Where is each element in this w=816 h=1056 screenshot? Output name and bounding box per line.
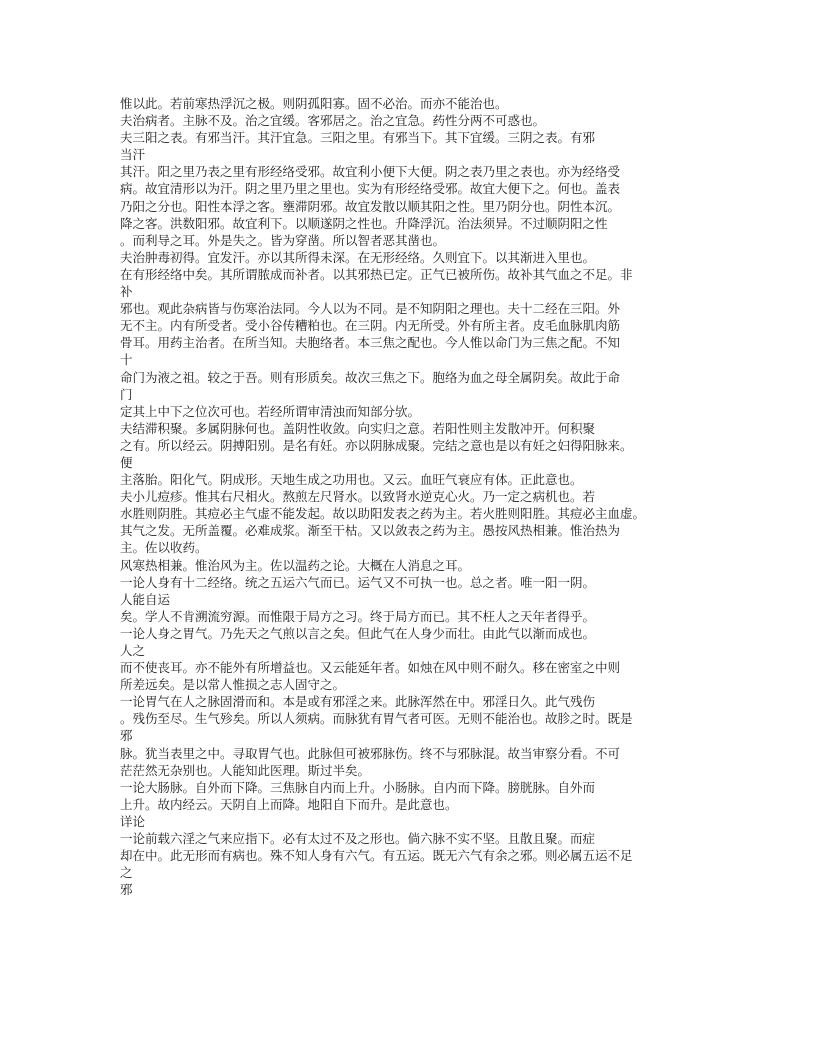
- text-line: 定其上中下之位次可也。若经所谓审清浊而知部分欤。: [120, 403, 421, 419]
- text-line: 门: [120, 386, 133, 402]
- text-line: 详论: [120, 813, 146, 829]
- text-line: 其气之发。无所盖覆。必难成浆。渐至干枯。又以敛表之药为主。愚按风热相兼。惟治热为: [120, 523, 621, 539]
- text-line: 当汗: [120, 147, 146, 163]
- text-line: 补: [120, 284, 133, 300]
- text-line: 所差远矣。是以常人惟损之志人固守之。: [120, 677, 346, 693]
- text-line: 病。故宜清形以为汗。阴之里乃里之里也。实为有形经络受邪。故宜大便下之。何也。盖表: [120, 181, 621, 197]
- text-line: 而不使丧耳。亦不能外有所增益也。又云能延年者。如烛在风中则不耐久。移在密室之中则: [120, 660, 621, 676]
- text-line: 一论大肠脉。自外而下降。三焦脉自内而上升。小肠脉。自内而下降。膀胱脉。自外而: [120, 779, 596, 795]
- document-body: [120, 95, 700, 898]
- text-line: 乃阳之分也。阳性本浮之客。壅滞阴邪。故宜发散以顺其阳之性。里乃阴分也。阴性本沉。: [120, 198, 621, 214]
- text-line: 脉。犹当表里之中。寻取胃气也。此脉但可被邪脉伤。终不与邪脉混。故当审察分看。不可: [120, 745, 621, 761]
- text-line: 十: [120, 352, 133, 368]
- text-line: 夫三阳之表。有邪当汗。其汗宜急。三阳之里。有邪当下。其下宜缓。三阴之表。有邪: [120, 130, 596, 146]
- text-line: 。残伤至尽。生气殄矣。所以人须病。而脉犹有胃气者可医。无则不能治也。故胗之时。既是: [120, 711, 633, 727]
- text-line: 人能自运: [120, 591, 171, 607]
- text-line: 人之: [120, 643, 146, 658]
- text-line: 一论人身有十二经络。统之五运六气而已。运气又不可执一也。总之者。唯一阳一阴。: [120, 574, 596, 590]
- text-line: 夫结滞积聚。多属阴脉何也。盖阴性收敛。向实归之意。若阳性则主发散冲开。何积聚: [120, 420, 596, 436]
- text-line: 其汗。阳之里乃表之里有形经络受邪。故宜利小便下大便。阴之表乃里之表也。亦为经络受: [120, 164, 621, 180]
- text-line: 风寒热相兼。惟治风为主。佐以温药之论。大概在人消息之耳。: [120, 557, 471, 573]
- text-line: 一论胃气在人之脉固滑而和。本是或有邪淫之来。此脉浑然在中。邪淫日久。此气残伤: [120, 694, 596, 710]
- text-line: 上升。故内经云。天阴自上而降。地阳自下而升。是此意也。: [120, 796, 458, 812]
- text-line: 水胜则阴胜。其痘必主气虚不能发起。故以助阳发表之药为主。若火胜则阳胜。其痘必主血虚。: [120, 506, 646, 522]
- text-line: 夫小儿痘疹。惟其右尺相火。熬煎左尺肾水。以致肾水逆克心火。乃一定之病机也。若: [120, 489, 596, 505]
- text-line: 之有。所以经云。阴搏阳别。是名有妊。亦以阴脉成聚。完结之意也是以有妊之妇得阳脉来。: [120, 437, 633, 453]
- text-line: 茫茫然无杂别也。人能知此医理。斯过半矣。: [120, 762, 371, 778]
- text-line: 惟以此。若前寒热浮沉之极。则阴孤阳寡。固不必治。而亦不能治也。: [120, 96, 508, 111]
- text-line: 在有形经络中矣。其所谓脓成而补者。以其邪热已定。正气已被所伤。故补其气血之不足。非: [120, 266, 633, 282]
- text-line: 骨耳。用药主治者。在所当知。夫胞络者。本三焦之配也。今人惟以命门为三焦之配。不知: [120, 335, 621, 351]
- text-line: 矣。学人不肯溯流穷源。而惟限于局方之习。终于局方而已。其不枉人之天年者得乎。: [120, 608, 596, 624]
- text-line: 邪也。观此杂病皆与伤寒治法同。今人以为不同。是不知阴阳之理也。夫十二经在三阳。外: [120, 301, 621, 317]
- text-line: 夫治肿毒初得。宜发汗。亦以其所得未深。在无形经络。久则宜下。以其渐进入里也。: [120, 249, 596, 265]
- text-line: 命门为液之祖。较之于吾。则有形质矣。故次三焦之下。胞络为血之母全属阴矣。故此于命: [120, 369, 621, 385]
- text-line: 夫治病者。主脉不及。治之宜缓。客邪居之。治之宜急。药性分两不可惑也。: [120, 113, 546, 129]
- text-line: 主。佐以收药。: [120, 540, 208, 556]
- text-line: 一论前载六淫之气来应指下。必有太过不及之形也。倘六脉不实不坚。且散且聚。而症: [120, 831, 596, 847]
- text-line: 主落胎。阳化气。阴成形。天地生成之功用也。又云。血旺气衰应有体。正此意也。: [120, 472, 583, 488]
- text-line: 。而利导之耳。外是失之。皆为穿凿。所以智者恶其凿也。: [120, 232, 446, 248]
- text-line: 一论人身之胃气。乃先天之气煎以言之矣。但此气在人身少而壮。由此气以渐而成也。: [120, 625, 596, 641]
- text-line: 无不主。内有所受者。受小谷传糟粕也。在三阴。内无所受。外有所主者。皮毛血脉肌肉筋: [120, 318, 621, 334]
- text-line: 邪: [120, 882, 133, 898]
- text-line: 便: [120, 454, 133, 470]
- text-line: 却在中。此无形而有病也。殊不知人身有六气。有五运。既无六气有余之邪。则必属五运不足: [120, 848, 633, 864]
- text-line: 邪: [120, 728, 133, 744]
- text-line: 之: [120, 865, 133, 881]
- text-line: 降之客。洪数阳邪。故宜利下。以顺遂阴之性也。升降浮沉。治法须异。不过顺阴阳之性: [120, 215, 608, 231]
